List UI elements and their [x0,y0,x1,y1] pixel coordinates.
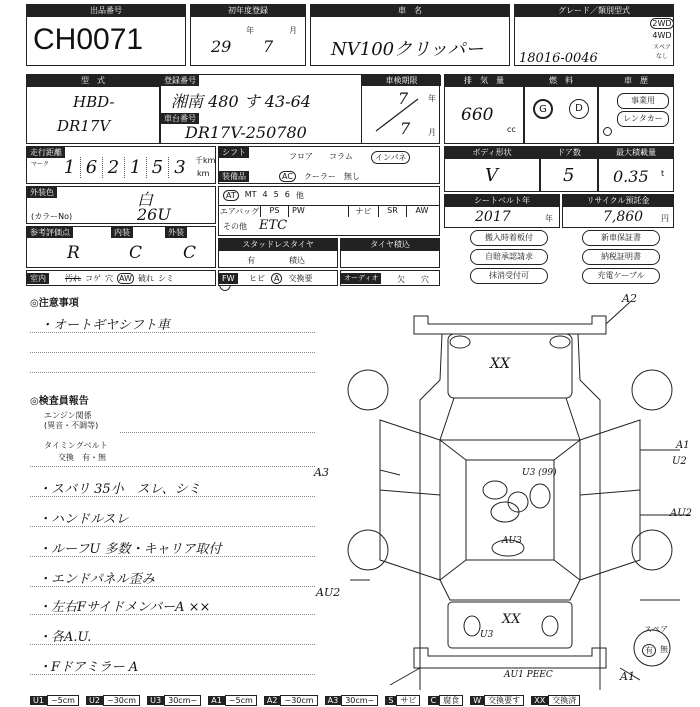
note-line [30,674,315,675]
other-equip-value: ETC [259,218,288,233]
timing-belt-label: タイミングベルト [44,441,108,450]
interior-grade-value: C [129,243,143,263]
fuel-diesel [569,99,589,119]
fw-label: FW [219,273,238,284]
legend-code: C [428,696,440,705]
legend-item [30,695,79,707]
legend-text: サビ [396,695,420,706]
cabin-stain: シミ [157,274,174,283]
capacity-value: 0.35 [613,167,649,186]
note-line [30,614,315,615]
color-box [26,186,216,224]
model-code: DR17V [57,117,111,135]
equip-navi: ナビ [349,206,379,217]
timing-belt-sub: 交換 有・無 [58,453,106,462]
note-line [30,352,315,353]
remark-item: ・スバリ 35小 スレ、シミ [38,482,201,497]
mileage-digit: 1 [59,157,81,178]
diagram-mark: A3 [314,466,329,479]
recycle-box [562,194,674,228]
legend-text: ~5cm [47,695,79,706]
legend-text: ~30cm [280,695,317,706]
exterior-grade-label: 外装 [165,227,187,238]
equipment-box [218,186,440,236]
diagram-mark: U3 [480,630,494,640]
mileage-digit: 6 [81,157,103,178]
mileage-digits [59,157,191,178]
note-line [30,496,315,497]
reg-number-label: 登録番号 [161,75,199,86]
cabin-tear: 破れ [137,274,154,283]
legend-text: 腐食 [439,695,463,706]
doc-item: 納税証明書 [582,249,660,265]
legend-text: 30cm~ [164,695,201,706]
cabin-label: 室内 [27,273,49,284]
mileage-digit: 2 [103,157,125,178]
inspection-label: 車検期限 [362,75,441,86]
fuel-gasoline-label: G [539,104,547,115]
doc-item: 抹消受付可 [470,268,548,284]
equip-aw: AW [415,206,429,215]
exterior-grade-value: C [183,243,197,263]
studless-yes: 有 [247,256,255,265]
diagram-mark: AU2 [316,586,341,599]
diagram-mark: AU1 PEEC [504,670,553,680]
trans-6: 6 [284,190,290,199]
history-business: 事業用 [617,93,669,109]
chassis-number: DR17V-250780 [185,123,307,142]
tire-box [340,238,440,268]
seatbelt-box [444,194,560,228]
audio-label: オーディオ [341,273,381,284]
legend-text: 交換要す [484,695,524,706]
equip-ps: PS [261,206,289,217]
remark-item: ・各A.U. [38,630,92,645]
body-type-label: ボディ形状 [445,147,539,159]
displacement-box [444,74,524,144]
transmission-options [223,190,304,201]
recycle-value: 7,860 [603,209,644,225]
year-unit: 年 [246,26,254,35]
seatbelt-label: シートベルト年 [445,195,559,207]
displacement-unit: cc [507,125,516,134]
equipment-label: 装備品 [219,171,249,182]
diagram-mark: U3 (99) [522,468,557,478]
diagram-mark: A1 [620,670,635,683]
drive-options [650,18,674,60]
diagram-mark: AU3 [502,536,522,546]
cabin-burn: コゲ [85,274,101,283]
mileage-digit: 1 [125,157,147,178]
first-registration-box [190,4,306,66]
car-name-box [310,4,510,66]
diagram-mark: A1 [676,440,690,451]
inspection-box [361,75,440,143]
month-unit: 月 [289,26,297,35]
legend-text: 30cm~ [341,695,378,706]
shift-instpanel: インパネ [371,151,410,164]
fw-options [249,273,312,284]
shift-column: コラム [329,152,353,161]
note-line [30,586,315,587]
mileage-unit: km [197,169,210,178]
grade-label: グレード／類別型式 [515,5,673,17]
mileage-digit: 5 [147,157,169,178]
trans-mt: MT [244,190,257,199]
remark-item: ・Fドアミラー A [38,660,139,675]
fuel-gasoline [533,99,553,119]
car-name: NV100クリッパー [331,39,484,60]
cabin-options [65,273,174,284]
audio-missing: 欠 [397,275,405,284]
legend-code: A2 [264,696,281,705]
mileage-sub: マーク [31,161,50,168]
model-label: 型 式 [27,75,159,87]
fuel-label: 燃 料 [525,75,597,87]
trans-at: AT [223,190,239,201]
note-line [30,526,315,527]
fw-box [218,270,338,286]
equip-pw: PW [289,206,349,217]
recycle-label: リサイクル預託金 [563,195,673,207]
legend-text: ~5cm [225,695,257,706]
equip-sr: SR [379,206,407,217]
inspection-month-unit: 月 [428,128,436,137]
fuel-box [524,74,598,144]
inspection-month: 7 [400,119,411,138]
doc-item: 搬入時着板付 [470,230,548,246]
capacity-box [598,146,674,192]
chassis-label: 車台番号 [161,113,199,124]
ac-option: AC [279,171,296,182]
first-registration-label: 初年度登録 [191,5,305,17]
seatbelt-unit: 年 [545,214,553,223]
registration-box [160,74,440,144]
ac-none-option: 無し [343,172,360,181]
reg-number: 湘南 480 す 43-64 [171,92,311,111]
lot-number: CH0071 [33,23,144,56]
note-line [30,332,315,333]
diagram-mark: XX [502,612,521,627]
legend-item [264,695,318,707]
inspection-year-unit: 年 [428,94,436,103]
note-line [120,432,315,433]
note-line [30,466,315,467]
diagram-mark: U2 [672,456,687,467]
mileage-unit-alt: 千km [195,156,216,165]
spare-none: スペア なし [652,44,671,60]
legend-item [470,695,524,707]
trans-5: 5 [273,190,279,199]
remark-item: ・ハンドルスレ [38,512,129,527]
diagram-labels [314,290,700,686]
grade-code: 18016-0046 [519,51,598,66]
attention-label: ◎注意事項 [30,298,79,309]
spare-label: スペア [644,625,668,634]
legend-item [147,695,201,707]
remark-item: ・エンドパネル歪み [38,572,155,587]
legend-code: XX [531,696,548,705]
mileage-digit: 3 [174,157,186,178]
attention-text: ・オートギヤシフト車 [40,318,170,333]
cooler-option: クーラー [303,172,336,181]
body-type-value: V [485,165,498,186]
studless-label: スタッドレスタイヤ [219,239,337,251]
displacement-label: 排 気 量 [445,75,523,87]
remark-item: ・ルーフU 多数・キャリア取付 [38,542,222,557]
history-box [598,74,674,144]
diagram-mark: AU2 [670,508,693,519]
seatbelt-year: 2017 [475,209,511,225]
inspector-label: ◎検査員報告 [30,396,89,407]
cabin-dirt: 汚れ [65,274,81,283]
color-label: 外装色 [27,187,57,198]
mileage-label: 走行距離 [27,147,65,158]
equip-airbag: エアバッグ [219,207,260,216]
legend-item [325,695,379,707]
note-line [30,644,315,645]
fw-replace: 交換要 [288,274,313,283]
grades-box [26,226,216,268]
diagram-mark: A2 [622,292,637,305]
color-value: 白 [137,190,154,209]
spare-yes: 有 [642,644,656,657]
drive-4wd: 4WD [652,31,672,40]
inspection-year: 7 [398,89,409,108]
lot-number-label: 出品番号 [27,5,185,17]
recycle-unit: 円 [661,214,669,223]
fw-a: A [271,273,282,284]
legend-item [531,695,580,707]
legend-code: U2 [86,696,103,705]
drive-2wd: 2WD [650,18,674,29]
shift-label: シフト [219,147,249,158]
note-line [30,556,315,557]
studless-box [218,238,338,268]
history-rental: レンタカー [617,111,669,127]
registration-year: 29 [211,37,232,56]
doc-item: 新車保証書 [582,230,660,246]
trans-4: 4 [262,190,268,199]
engine-sub: (異音・不調等) [44,421,99,430]
color-no-label: (カラーNo) [31,212,73,221]
color-no: 26U [137,205,171,224]
legend-item [385,695,420,707]
other-equip-label: その他 [223,222,247,231]
legend-code: A1 [208,696,225,705]
shift-box [218,146,440,184]
interior-grade-label: 内装 [111,227,133,238]
legend-code: A3 [325,696,342,705]
capacity-unit: t [661,169,665,178]
legend-text: ~30cm [103,695,140,706]
ref-grade-value: R [67,243,80,263]
capacity-label: 最大積載量 [599,147,673,159]
displacement-value: 660 [461,105,494,125]
cabin-aw: AW [119,274,132,283]
ref-grade-label: 参考評価点 [27,227,73,238]
cabin-box [26,270,216,286]
car-name-label: 車 名 [311,5,509,17]
legend-code: U3 [147,696,164,705]
legend-bar [30,688,694,705]
shift-floor: フロア [289,152,313,161]
history-label: 車 歴 [599,75,673,87]
fw-crack: ヒビ [249,274,265,283]
registration-month: 7 [263,37,274,56]
doc-item: 充電ケーブル [582,268,660,284]
doc-item: 自賠承認請求 [470,249,548,265]
studless-loaded: 積込 [289,256,305,265]
doors-label: ドア数 [541,147,597,159]
fuel-diesel-label: D [575,103,583,114]
spare-no: 無 [660,645,668,654]
legend-text: 交換済 [548,695,580,706]
lot-number-box [26,4,186,66]
legend-item [86,695,140,707]
legend-item [428,695,464,707]
legend-code: S [385,696,396,705]
audio-box [340,270,440,286]
remark-item: ・左右FサイドメンバーA ×× [38,600,211,615]
model-box [26,74,160,144]
history-marker [603,127,612,136]
ac-options [279,171,360,182]
inspection-strike [372,95,422,135]
doors-box [540,146,598,192]
model-prefix: HBD- [73,93,115,111]
trans-other: 他 [295,191,304,200]
tire-label: タイヤ積込 [341,239,439,251]
legend-item [208,695,257,707]
note-line [30,372,315,373]
legend-code: U1 [30,696,47,705]
cabin-hole: 穴 [105,274,113,283]
audio-hole: 穴 [421,275,429,284]
doors-value: 5 [563,165,575,186]
equip-options [219,205,439,217]
diagram-mark: XX [490,356,510,372]
mileage-box [26,146,216,184]
body-type-box [444,146,540,192]
engine-label: エンジン関係 [44,411,92,420]
docs-panel [444,230,674,286]
legend-code: W [470,696,484,705]
